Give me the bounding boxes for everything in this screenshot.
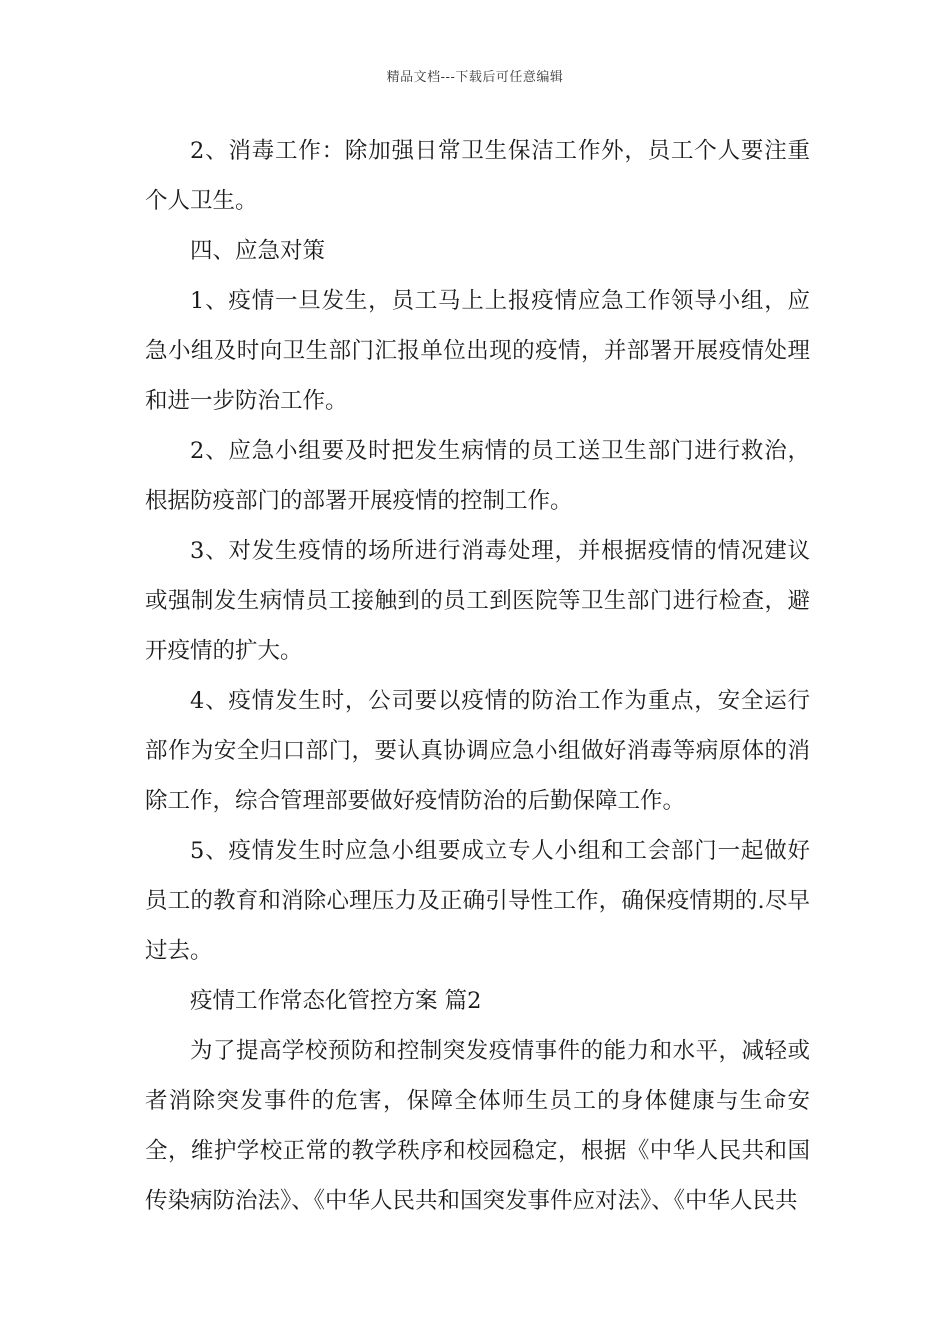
paragraph-intro-part-2: 为了提高学校预防和控制突发疫情事件的能力和水平，减轻或者消除突发事件的危害，保障全体师生员工的身体健康与生命安全，维护学校正常的教学秩序和校园稳定，根据《中华人民共和国传染病防治法》、《中华人民共和国突发事件应对法》、《中华人民共 [145,1038,810,1214]
document-body [145,126,810,1226]
paragraph-emergency-4: 4、疫情发生时，公司要以疫情的防治工作为重点，安全运行部作为安全归口部门，要认真协调应急小组做好消毒等病原体的消除工作，综合管理部要做好疫情防治的后勤保障工作。 [145,688,810,814]
section-heading-emergency: 四、应急对策 [190,238,326,264]
article-title-part-2: 疫情工作常态化管控方案 篇2 [190,988,482,1014]
page-header: 精品文档---下载后可任意编辑 [386,70,564,85]
paragraph-emergency-3: 3、对发生疫情的场所进行消毒处理，并根据疫情的情况建议或强制发生病情员工接触到的员工到医院等卫生部门进行检查，避开疫情的扩大。 [145,538,810,664]
paragraph-emergency-2: 2、应急小组要及时把发生病情的员工送卫生部门进行救治，根据防疫部门的部署开展疫情的控制工作。 [145,438,810,514]
paragraph-disinfection: 2、消毒工作：除加强日常卫生保洁工作外，员工个人要注重个人卫生。 [145,138,810,214]
paragraph-emergency-1: 1、疫情一旦发生，员工马上上报疫情应急工作领导小组，应急小组及时向卫生部门汇报单位出现的疫情，并部署开展疫情处理和进一步防治工作。 [145,288,810,414]
paragraph-emergency-5: 5、疫情发生时应急小组要成立专人小组和工会部门一起做好员工的教育和消除心理压力及正确引导性工作，确保疫情期的.尽早过去。 [145,838,810,964]
